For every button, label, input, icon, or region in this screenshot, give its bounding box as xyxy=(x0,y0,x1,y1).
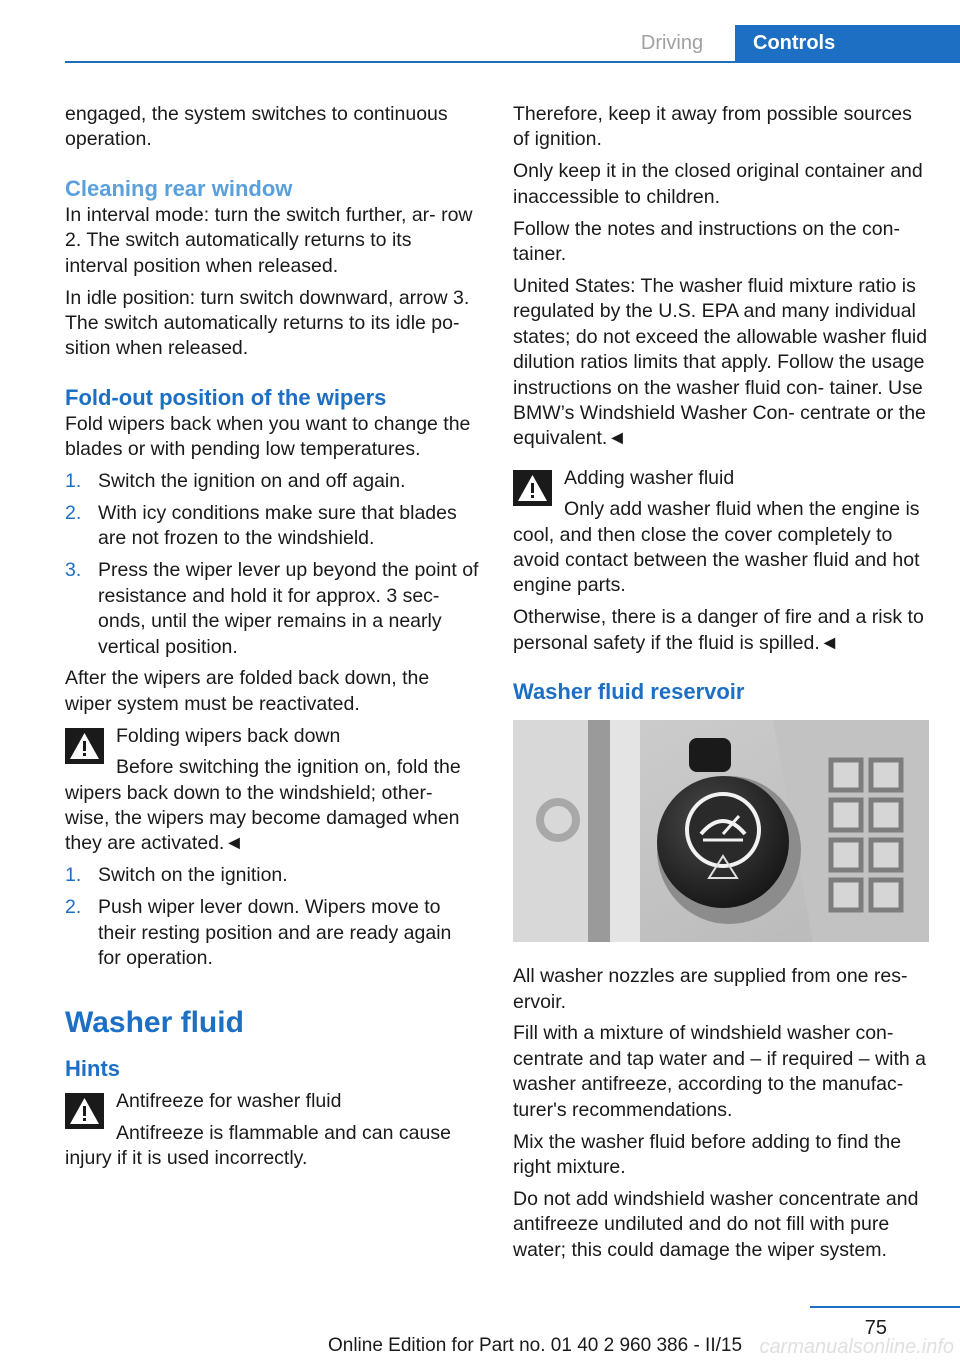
foldout-steps xyxy=(65,469,479,660)
paragraph-mix-before: Mix the washer fluid before adding to find the right mixture. xyxy=(513,1130,902,1178)
warning-text: Only add washer fluid when the engine is cool, and then close the cover completely to avoid contact between the washer fluid and hot engine parts. xyxy=(513,498,920,597)
step-number: 2. xyxy=(65,896,82,919)
page-number: 75 xyxy=(864,1317,887,1339)
warning-title: Antifreeze for washer fluid xyxy=(116,1090,342,1113)
heading-fold-out-position: Fold-out position of the wipers xyxy=(65,384,387,410)
step-text: With icy conditions make sure that blades are not frozen to the windshield. xyxy=(98,501,457,550)
step-number: 3. xyxy=(65,559,82,582)
warning-title: Folding wipers back down xyxy=(116,724,341,747)
heading-hints: Hints xyxy=(65,1056,120,1082)
warning-text: Antifreeze is flammable and can cause injury if it is used incorrectly. xyxy=(65,1121,451,1170)
list-item xyxy=(65,863,479,888)
heading-cleaning-rear-window: Cleaning rear window xyxy=(65,175,293,201)
paragraph-nozzles: All washer nozzles are supplied from one res‐ ervoir. xyxy=(513,965,908,1013)
warning-antifreeze xyxy=(65,1089,479,1171)
intro-paragraph: engaged, the system switches to continuous operation. xyxy=(65,103,448,151)
step-text: Press the wiper lever up beyond the point of resistance and hold it for approx. 3 sec‐ onds, until the wiper remains in a nearly vertical position. xyxy=(98,559,479,658)
step-text: Push wiper lever down. Wipers move to their resting position and are ready again for operation. xyxy=(98,896,452,969)
washer-reservoir-photo xyxy=(513,720,929,942)
heading-washer-fluid: Washer fluid xyxy=(65,1006,244,1040)
warning-triangle-icon xyxy=(65,728,104,764)
section-tab-controls[interactable]: Controls xyxy=(735,25,960,62)
list-item xyxy=(65,558,479,660)
cleaning-paragraph-1: In interval mode: turn the switch further, ar‐ row 2. The switch automatically returns to its interval position when released. xyxy=(65,203,473,277)
warning-folding-wipers xyxy=(65,724,479,857)
warning-text: Before switching the ignition on, fold the wipers back down to the windshield; other‐ wise, the wipers may become damaged when they are activated.◄ xyxy=(65,756,461,855)
warning-triangle-icon xyxy=(65,1093,104,1129)
section-tab-driving[interactable]: Driving xyxy=(640,32,704,54)
header-rule xyxy=(65,61,960,63)
warning-adding-washer-fluid xyxy=(513,466,929,599)
paragraph-fire-danger: Otherwise, there is a danger of fire and a risk to personal safety if the fluid is spilled.◄ xyxy=(513,606,924,654)
edition-line: Online Edition for Part no. 01 40 2 960 386 - II/15 xyxy=(327,1335,743,1356)
paragraph-fill-mixture: Fill with a mixture of windshield washer con‐ centrate and tap water and – if required – with a washer antifreeze, according to the manufac‐ turer's recommendations. xyxy=(513,1022,927,1121)
warning-title: Adding washer fluid xyxy=(564,466,735,489)
cleaning-paragraph-2: In idle position: turn switch downward, arrow 3. The switch automatically returns to its idle po‐ sition when released. xyxy=(65,286,470,360)
paragraph-container: Only keep it in the closed original container and inaccessible to children. xyxy=(513,160,923,208)
foldout-paragraph: Fold wipers back when you want to change the blades or with pending low temperatures. xyxy=(65,412,471,461)
heading-washer-fluid-reservoir: Washer fluid reservoir xyxy=(513,679,745,705)
step-number: 2. xyxy=(65,501,82,524)
paragraph-ignition-sources: Therefore, keep it away from possible sources of ignition. xyxy=(513,103,912,151)
footer-rule xyxy=(810,1306,960,1308)
paragraph-united-states: United States: The washer fluid mixture ratio is regulated by the U.S. EPA and many individual states; do not exceed the allowable washer fluid dilution ratios limits that apply. Follow the usage instructions on the washer fluid con‐ tainer. Use BMW’s Windshield Washer Con‐ centrate or the equivalent.◄ xyxy=(513,274,928,450)
right-column xyxy=(513,102,929,1270)
list-item xyxy=(65,895,479,971)
step-text: Switch on the ignition. xyxy=(98,864,288,887)
after-folding-paragraph: After the wipers are folded back down, the wiper system must be reactivated. xyxy=(65,667,430,715)
step-number: 1. xyxy=(65,864,82,887)
fold-back-steps xyxy=(65,863,479,971)
warning-triangle-icon xyxy=(513,470,552,506)
paragraph-notes: Follow the notes and instructions on the con‐ tainer. xyxy=(513,217,900,266)
page-header xyxy=(0,0,960,62)
step-number: 1. xyxy=(65,470,82,493)
left-column xyxy=(65,102,479,1178)
watermark: carmanualsonline.info xyxy=(759,1336,954,1358)
step-text: Switch the ignition on and off again. xyxy=(98,470,406,493)
list-item xyxy=(65,469,479,494)
list-item xyxy=(65,501,479,552)
paragraph-do-not-add: Do not add windshield washer concentrate and antifreeze undiluted and do not fill with pure water; this could damage the wiper system. xyxy=(513,1187,919,1261)
